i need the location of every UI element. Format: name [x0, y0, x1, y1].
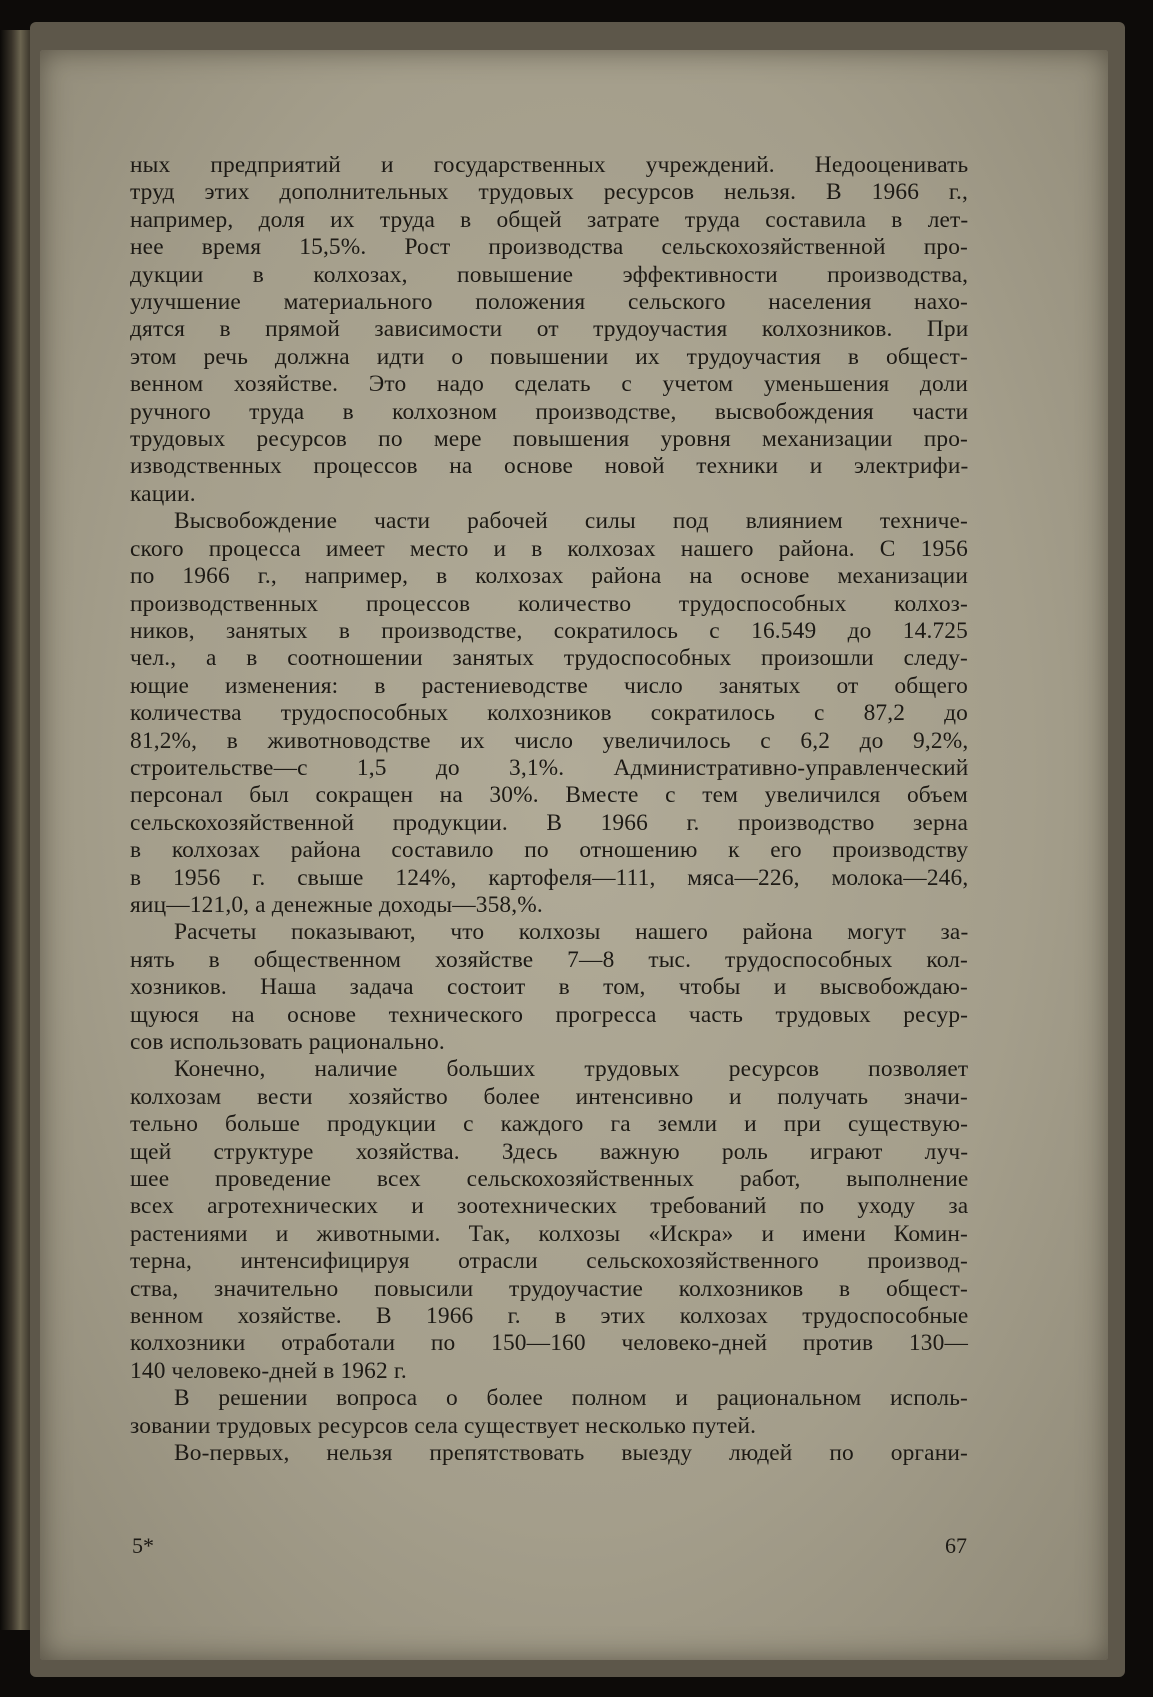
text-line: щей структуре хозяйства. Здесь важную роль играют луч- [130, 1138, 969, 1165]
text-line: сов использовать рационально. [130, 1029, 445, 1055]
book-spine [0, 30, 34, 1630]
text-line: Расчеты показывают, что колхозы нашего района могут за- [174, 919, 969, 946]
text-line: по 1966 г., например, в колхозах района на основе механизации [130, 563, 968, 590]
text-line: чел., а в соотношении занятых трудоспособных произошли следу- [130, 645, 968, 672]
text-line: зовании трудовых ресурсов села существует несколько путей. [130, 1412, 757, 1439]
text-line: дукции в колхозах, повышение эффективности производства, [130, 261, 969, 288]
text-line: в колхозах района составило по отношению к его производству [130, 837, 969, 864]
text-line: дятся в прямой зависимости от трудоучастия колхозников. При [130, 316, 969, 343]
text-line: Во-первых, нельзя препятствовать выезду людей по органи- [174, 1440, 968, 1467]
text-line: растениями и животными. Так, колхозы «Искра» и имени Комин- [130, 1220, 968, 1247]
text-line: строительстве—с 1,5 до 3,1%. Административно-управленческий [130, 754, 969, 781]
text-line: щуюся на основе технического прогресса часть трудовых ресур- [130, 1001, 969, 1028]
text-line: сельскохозяйственной продукции. В 1966 г. производство зерна [130, 809, 968, 836]
text-line: трудовых ресурсов по мере повышения уровня механизации про- [130, 426, 968, 453]
text-line: яиц—121,0, а денежные доходы—358,%. [130, 891, 543, 918]
text-line: персонал был сокращен на 30%. Вместе с тем увеличился объем [130, 782, 968, 809]
text-line: изводственных процессов на основе новой техники и электрифи- [130, 453, 969, 480]
text-line: в 1956 г. свыше 124%, картофеля—111, мяса—226, молока—246, [130, 864, 969, 891]
page-number: 67 [945, 1533, 967, 1558]
text-line: венном хозяйстве. В 1966 г. в этих колхозах трудоспособные [130, 1303, 969, 1330]
text-line: количества трудоспособных колхозников сократилось с 87,2 до [130, 700, 969, 727]
text-line: ющие изменения: в растениеводстве число занятых от общего [130, 672, 968, 699]
text-line: 81,2%, в животноводстве их число увеличилось с 6,2 до 9,2%, [130, 727, 969, 754]
text-line: например, доля их труда в общей затрате труда составила в лет- [130, 206, 969, 233]
text-line: ского процесса имеет место и в колхозах нашего района. С 1956 [130, 535, 968, 562]
text-line: всех агротехнических и зоотехнических требований по уходу за [130, 1193, 969, 1220]
text-line: нять в общественном хозяйстве 7—8 тыс. трудоспособных кол- [130, 946, 968, 973]
text-line: труд этих дополнительных трудовых ресурсов нельзя. В 1966 г., [130, 179, 969, 206]
text-line: венном хозяйстве. Это надо сделать с учетом уменьшения доли [130, 371, 968, 398]
text-line: тельно больше продукции с каждого га земли и при существую- [130, 1111, 969, 1138]
signature-mark: 5* [132, 1533, 154, 1558]
text-line: колхозники отработали по 150—160 человеко-дней против 130— [130, 1330, 968, 1357]
text-line: ных предприятий и государственных учреждений. Недооценивать [130, 152, 969, 178]
text-line: кации. [130, 480, 196, 507]
text-line: терна, интенсифицируя отрасли сельскохозяйственного производ- [130, 1248, 968, 1275]
text-line: нее время 15,5%. Рост производства сельскохозяйственной про- [130, 234, 968, 261]
page-body-text [130, 152, 968, 1468]
text-line: В решении вопроса о более полном и рациональном исполь- [174, 1385, 968, 1412]
text-line: этом речь должна идти о повышении их трудоучастия в общест- [130, 343, 968, 370]
text-line: улучшение материального положения сельского населения нахо- [130, 289, 968, 316]
text-line: ручного труда в колхозном производстве, высвобождения части [130, 398, 969, 425]
text-line: производственных процессов количество трудоспособных колхоз- [130, 590, 968, 617]
text-line: Высвобождение части рабочей силы под влиянием техниче- [174, 508, 968, 535]
text-line: хозников. Наша задача состоит в том, чтобы и высвобождаю- [130, 974, 968, 1001]
text-line: ства, значительно повысили трудоучастие колхозников в общест- [130, 1275, 968, 1302]
text-line: колхозам вести хозяйство более интенсивно и получать значи- [130, 1083, 968, 1110]
text-line: шее проведение всех сельскохозяйственных работ, выполнение [130, 1166, 969, 1193]
text-line: 140 человеко-дней в 1962 г. [130, 1357, 407, 1384]
text-line: Конечно, наличие больших трудовых ресурсов позволяет [174, 1056, 969, 1083]
text-line: ников, занятых в производстве, сократилось с 16.549 до 14.725 [130, 617, 968, 644]
